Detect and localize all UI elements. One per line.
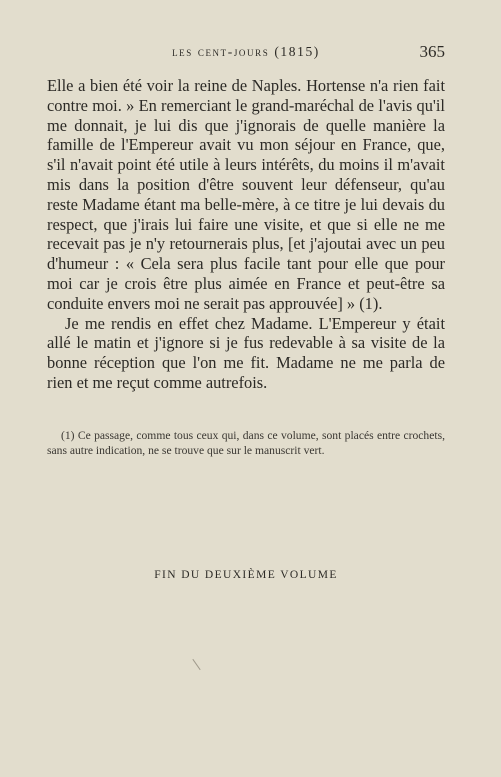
footnote: (1) Ce passage, comme tous ceux qui, dans ce volume, sont placés entre crochets, sans autre indication, ne se trouve que sur le manuscrit vert. — [47, 429, 445, 457]
end-of-volume: FIN DU DEUXIÈME VOLUME — [154, 569, 338, 581]
running-title: les cent-jours (1815) — [172, 44, 320, 59]
page-number: 365 — [419, 42, 445, 61]
body-text — [47, 76, 445, 393]
page-header — [47, 44, 445, 66]
pencil-mark — [192, 659, 200, 670]
paragraph-1: Elle a bien été voir la reine de Naples. Hortense n'a rien fait contre moi. » En remerciant le grand-maréchal de l'avis qu'il me donnait, je lui dis que j'ignorais de quelle manière la famille de l'Empereur avait vu mon séjour en France, que, s'il n'avait point été utile à leurs intérêts, du moins il m'avait mis dans la position d'être souvent leur défenseur, qu'au reste Madame étant ma belle-mère, à ce titre je lui devais du respect, que j'irais lui faire une visite, et que si elle ne me recevait pas je n'y retournerais plus, [et j'ajoutai avec un peu d'humeur : « Cela sera plus facile tant pour elle que pour moi car je crois être plus aimée en France et peut-être sa conduite envers moi ne serait pas approuvée] » (1). — [47, 76, 445, 313]
paragraph-2: Je me rendis en effet chez Madame. L'Empereur y était allé le matin et j'ignore si je fus redevable à sa visite de la bonne réception que l'on me fit. Madame ne me parla de rien et me reçut comme autrefois. — [47, 313, 445, 392]
